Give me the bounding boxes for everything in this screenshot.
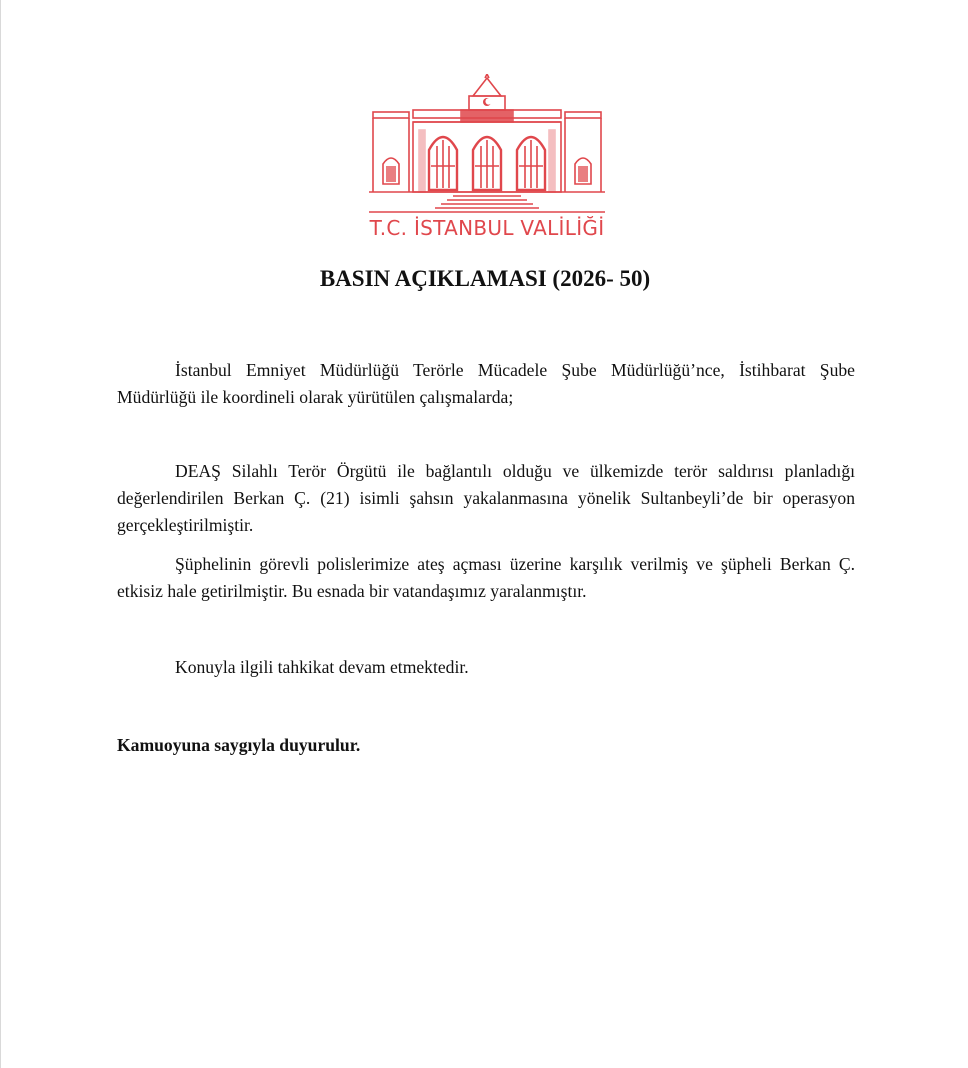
paragraph-3: Şüphelinin görevli polislerimize ateş açması üzerine karşılık verilmiş ve şüpheli Berkan Ç. etkisiz hale getirilmiştir. Bu esnada bir vatandaşımız yaralanmıştır.	[117, 554, 855, 601]
governorship-building-icon	[369, 74, 605, 214]
istanbul-governorship-logo	[369, 74, 605, 246]
paragraph-1: İstanbul Emniyet Müdürlüğü Terörle Mücadele Şube Müdürlüğü’nce, İstihbarat Şube Müdürlüğü ile koordineli olarak yürütülen çalışmalarda;	[117, 360, 855, 407]
logo-caption: T.C. İSTANBUL VALİLİĞİ	[369, 216, 605, 240]
document-title: BASIN AÇIKLAMASI (2026- 50)	[319, 266, 651, 291]
paragraph-4: Konuyla ilgili tahkikat devam etmektedir.	[175, 657, 469, 677]
closing-statement: Kamuoyuna saygıyla duyurulur.	[117, 735, 361, 755]
paragraph-2: DEAŞ Silahlı Terör Örgütü ile bağlantılı olduğu ve ülkemizde terör saldırısı planladığı değerlendirilen Berkan Ç. (21) isimli şahsın yakalanmasına yönelik Sultanbeyli’de bir operasyon gerçekleştirilmiştir.	[117, 461, 855, 535]
